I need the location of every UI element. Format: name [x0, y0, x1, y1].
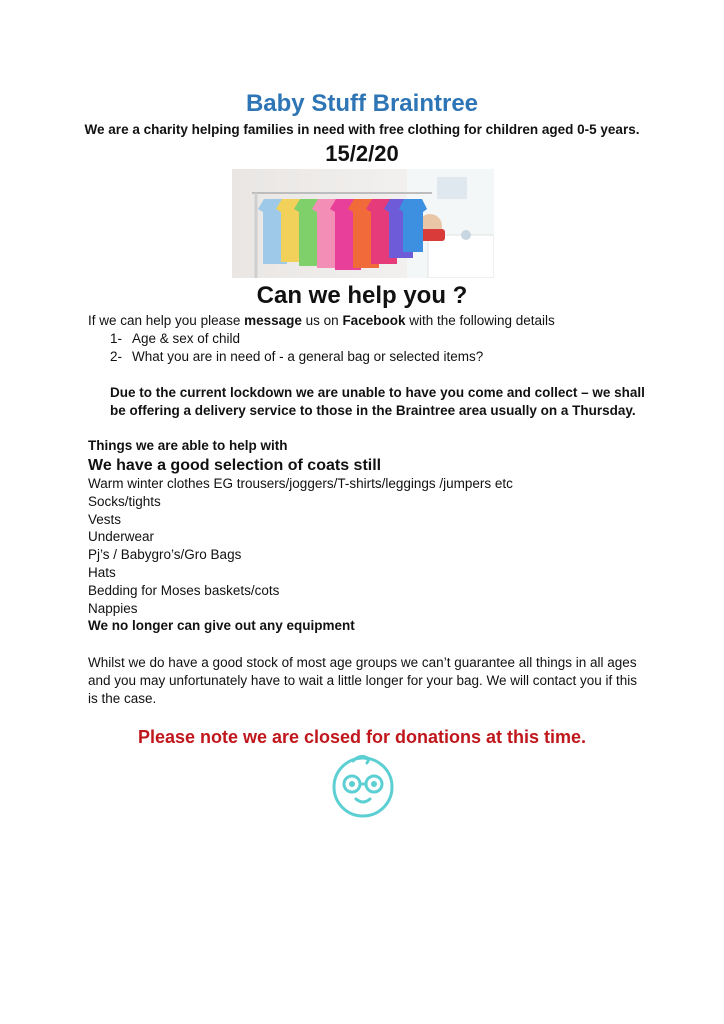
details-list [110, 330, 630, 366]
list-item: Bedding for Moses baskets/cots [88, 582, 280, 598]
charity-description: We are a charity helping families in need with free clothing for children aged 0-5 years. [84, 122, 640, 137]
list-item: Underwear [88, 529, 155, 545]
flyer-date: 15/2/20 [325, 141, 399, 166]
list-item: Socks/tights [88, 493, 161, 509]
facebook-keyword: Facebook [342, 313, 406, 328]
equipment-note: We no longer can give out any equipment [88, 618, 355, 634]
list-text: What you are in need of - a general bag or selected items? [132, 349, 484, 364]
intro-text-2: us on [301, 313, 343, 328]
list-item: Pj’s / Babygro’s/Gro Bags [88, 547, 242, 563]
help-items-list [88, 475, 513, 635]
list-number: 1- [110, 331, 123, 346]
list-text: Age & sex of child [132, 331, 241, 346]
stock-note: Whilst we do have a good stock of most age groups we can’t guarantee all things in all ages and you may unfortunately have to wait a little longer for your bag. We will contact you if this is the case. [88, 655, 638, 706]
list-item [110, 330, 630, 348]
list-item: Nappies [88, 600, 138, 616]
coats-note: We have a good selection of coats still [88, 457, 382, 474]
help-heading: Things we are able to help with [88, 438, 288, 453]
intro-text-1: If we can help you please [88, 313, 245, 328]
page-title: Baby Stuff Braintree [245, 90, 479, 117]
intro-text-3: with the following details [405, 313, 555, 328]
contact-instructions [88, 312, 648, 330]
lockdown-notice: Due to the current lockdown we are unable to have you come and collect – we shall be offering a delivery service to those in the Braintree area usually on a Thursday. [110, 385, 645, 418]
baby-face-logo [325, 751, 401, 819]
list-item: Warm winter clothes EG trousers/joggers/T-shirts/leggings /jumpers etc [88, 476, 513, 491]
help-headline: Can we help you ? [256, 282, 468, 309]
clothes-rail-photo [232, 169, 494, 278]
list-item: Vests [88, 511, 122, 527]
list-number: 2- [110, 349, 123, 364]
list-item: Hats [88, 564, 116, 580]
list-item [110, 348, 630, 366]
message-keyword: message [244, 313, 302, 328]
closed-for-donations-note: Please note we are closed for donations at this time. [137, 727, 587, 747]
